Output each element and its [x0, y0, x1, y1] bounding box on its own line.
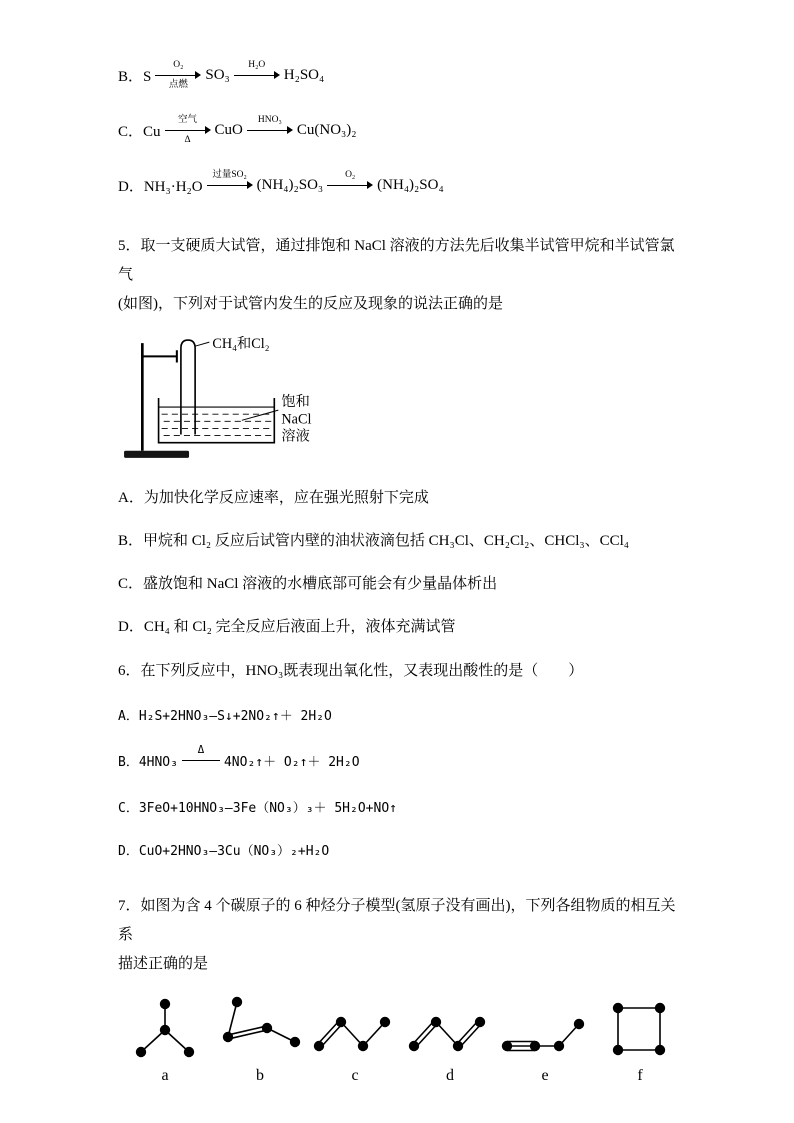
q5-stem-line1: 5．取一支硬质大试管，通过排饱和 NaCl 溶液的方法先后收集半试管甲烷和半试管氯气 [118, 238, 675, 283]
molecule-model-f [595, 995, 685, 1085]
gas-leader-line [195, 342, 209, 346]
molecule-model-d [405, 995, 495, 1085]
q5-option-b: B．甲烷和 Cl₂ 反应后试管内壁的油状液滴包括 CH₃Cl、CH₂Cl₂、CHCl₃、CCl₄ [118, 533, 630, 549]
solution-label-line3: 溶液 [281, 428, 310, 445]
model-label-c: c [351, 1067, 359, 1085]
q4-option-c: C．Cu 空气 Δ CuO HNO₃ Cu(NO₃)₂ [118, 114, 357, 145]
molecule-model-e-drawing [500, 995, 590, 1063]
gas-label: CH₄和Cl₂ [212, 336, 270, 353]
solution-leader-line [242, 410, 279, 420]
solution-label-line1: 饱和 [281, 394, 310, 411]
q6-option-d: D．CuO+2HNO₃—3Cu（NO₃）₂+H₂O [118, 843, 330, 859]
q7-models-row [120, 995, 685, 1085]
model-label-a: a [161, 1067, 169, 1085]
q6-option-b: B．4HNO₃ Δ 4NO₂↑＋ O₂↑＋ 2H₂O [118, 743, 360, 770]
molecule-model-b [215, 995, 305, 1085]
model-label-e: d [446, 1067, 454, 1085]
model-label-e: e [541, 1067, 549, 1085]
molecule-model-b-drawing [215, 995, 305, 1063]
stand-base [124, 451, 189, 458]
q7-stem-line1: 7．如图为含 4 个碳原子的 6 种烃分子模型(氢原子没有画出)，下列各组物质的相互关系 [118, 898, 676, 944]
q5-option-d: D．CH₄ 和 Cl₂ 完全反应后液面上升，液体充满试管 [118, 619, 456, 635]
q4-option-d: D．NH₃·H₂O 过量SO₂ (NH₄)₂SO₃ O₂ (NH₄)₂SO₄ [118, 169, 444, 195]
molecule-model-e [500, 995, 590, 1085]
q5-option-c: C．盛放饱和 NaCl 溶液的水槽底部可能会有少量晶体析出 [118, 576, 498, 592]
q7-stem-line2: 描述正确的是 [118, 956, 209, 973]
molecule-model-c-drawing [310, 995, 400, 1063]
molecule-model-a-drawing [120, 995, 210, 1063]
molecule-model-a [120, 995, 210, 1085]
q6-option-c: C．3FeO+10HNO₃—3Fe（NO₃）₃＋ 5H₂O+NO↑ [118, 800, 397, 816]
q5-apparatus-diagram [122, 333, 386, 467]
model-label-f: f [637, 1067, 643, 1085]
q5-apparatus-figure [122, 333, 684, 472]
q5-option-a: A．为加快化学反应速率，应在强光照射下完成 [118, 490, 429, 506]
solution-label-line2: NaCl [281, 411, 312, 428]
molecule-model-d-drawing [405, 995, 495, 1063]
q5-stem-line2: (如图)，下列对于试管内发生的反应及现象的说法正确的是 [118, 296, 503, 312]
q6-stem: 6．在下列反应中，HNO₃既表现出氧化性，又表现出酸性的是（ ） [118, 663, 584, 679]
q5-stem [118, 232, 684, 319]
molecule-model-f-drawing [595, 995, 685, 1063]
molecule-model-c [310, 995, 400, 1085]
clamp [143, 350, 177, 362]
model-label-b: b [256, 1067, 264, 1085]
q6-option-a: A．H₂S+2HNO₃—S↓+2NO₂↑＋ 2H₂O [118, 708, 332, 724]
q4-option-b: B．S O₂ 点燃 SO₃ H₂O H₂SO₄ [118, 59, 325, 90]
liquid-hatching [162, 414, 272, 435]
q7-stem [118, 892, 684, 979]
test-tube [181, 340, 195, 434]
